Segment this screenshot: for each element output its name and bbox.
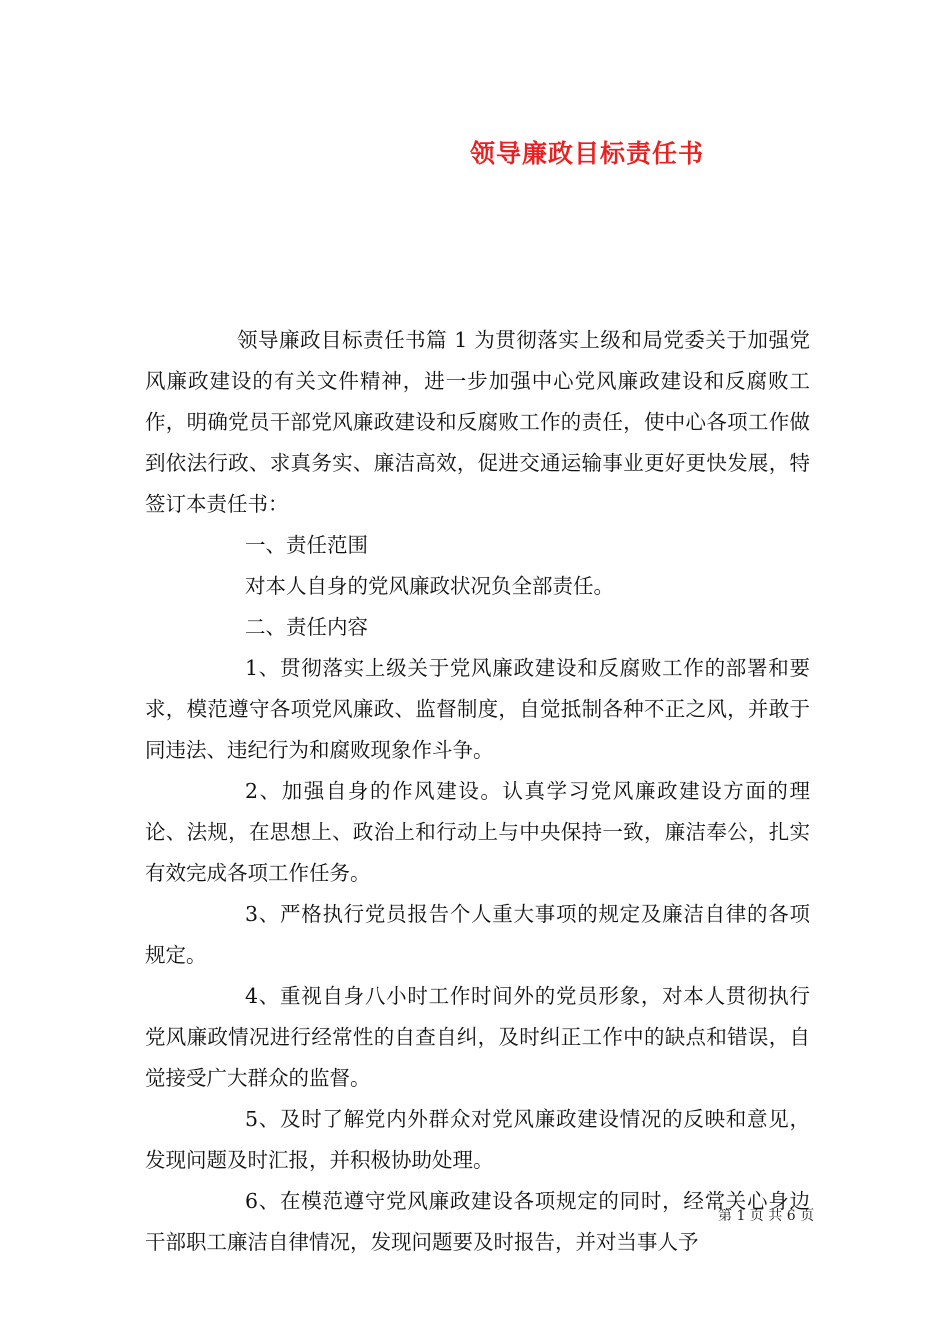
page-number-footer: 第 1 页 共 6 页: [718, 1208, 815, 1224]
section-heading-content: 二、责任内容: [245, 615, 368, 639]
section-heading-scope: 一、责任范围: [245, 533, 368, 557]
content-item-3: 3、严格执行党员报告个人重大事项的规定及廉洁自律的各项规定。: [145, 902, 810, 967]
content-item-1: 1、贯彻落实上级关于党风廉政建设和反腐败工作的部署和要求，模范遵守各项党风廉政、监督制度，自觉抵制各种不正之风，并敢于同违法、违纪行为和腐败现象作斗争。: [145, 656, 810, 762]
content-item-2: 2、加强自身的作风建设。认真学习党风廉政建设方面的理论、法规，在思想上、政治上和行动上与中央保持一致，廉洁奉公，扎实有效完成各项工作任务。: [145, 779, 810, 885]
content-item-5: 5、及时了解党内外群众对党风廉政建设情况的反映和意见，发现问题及时汇报，并积极协助处理。: [145, 1107, 810, 1172]
content-item-6: 6、在模范遵守党风廉政建设各项规定的同时，经常关心身边干部职工廉洁自律情况，发现问题要及时报告，并对当事人予: [145, 1189, 810, 1254]
content-item-4: 4、重视自身八小时工作时间外的党员形象，对本人贯彻执行党风廉政情况进行经常性的自查自纠，及时纠正工作中的缺点和错误，自觉接受广大群众的监督。: [145, 984, 810, 1090]
scope-paragraph: 对本人自身的党风廉政状况负全部责任。: [245, 574, 614, 598]
document-body: [145, 320, 810, 1263]
intro-paragraph: 领导廉政目标责任书篇 1 为贯彻落实上级和局党委关于加强党风廉政建设的有关文件精神，进一步加强中心党风廉政建设和反腐败工作，明确党员干部党风廉政建设和反腐败工作的责任，使中心各项工作做到依法行政、求真务实、廉洁高效，促进交通运输事业更好更快发展，特签订本责任书：: [145, 328, 810, 516]
document-title: 领导廉政目标责任书: [470, 139, 705, 168]
